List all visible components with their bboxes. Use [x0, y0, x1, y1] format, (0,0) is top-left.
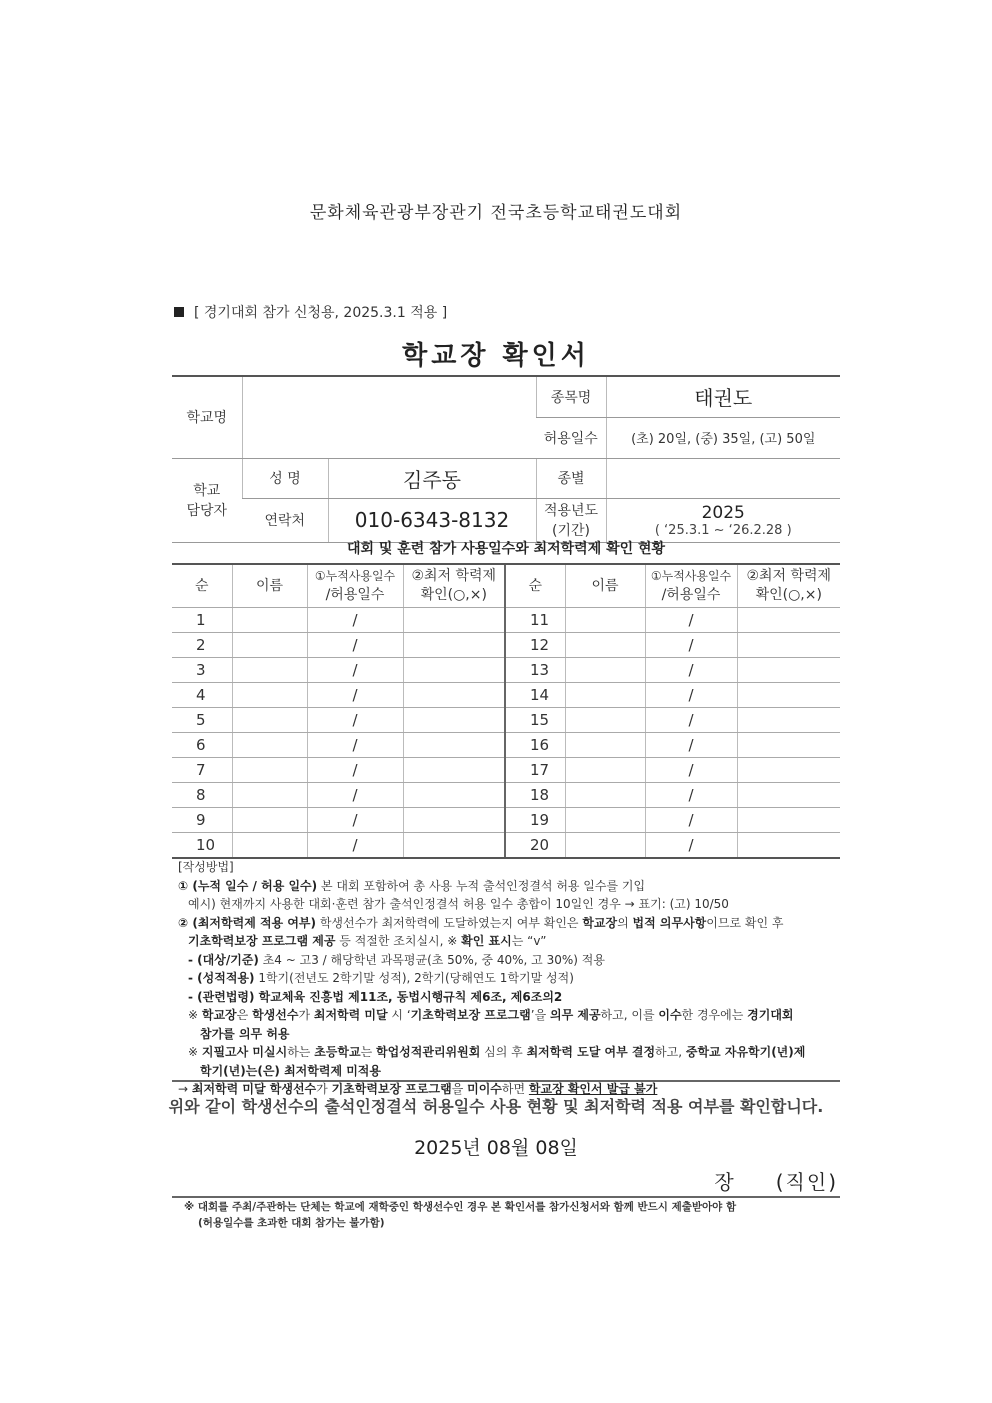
col-days-header — [645, 565, 737, 608]
guide-bold: 학업성적관리위원회 — [376, 1045, 481, 1059]
row-number: 5 — [172, 708, 232, 733]
guide-text: 초4 ~ 고3 / 해당학년 과목평균(초 50%, 중 40%, 고 30%) 적용 — [258, 952, 605, 967]
guide-bold: ① (누적 일수 / 허용 일수) — [178, 878, 318, 893]
row-number: 14 — [505, 683, 565, 708]
guide-text: 등 적절한 조치실시, ※ — [335, 934, 462, 948]
row-name-cell — [565, 633, 645, 658]
guide-bold: - (대상/기준) — [188, 952, 259, 967]
row-name-cell — [232, 733, 307, 758]
guide-text: 한 경우에는 — [681, 1008, 748, 1022]
issue-date: 2025년 08월 08일 — [414, 1137, 578, 1159]
row-name-cell — [565, 783, 645, 808]
guide-text: 을 — [451, 1082, 468, 1096]
row-days-cell: / — [307, 733, 403, 758]
guide-bold: 확인 표시 — [461, 934, 512, 948]
guide-bold: 기초학력보장 프로그램 제공 — [188, 934, 336, 948]
principal-label: 장 — [714, 1170, 736, 1194]
table-row — [172, 758, 840, 783]
row-days-cell: / — [307, 708, 403, 733]
row-days-cell: / — [645, 733, 737, 758]
guide-text: 이므로 확인 후 — [706, 915, 784, 930]
row-days-cell: / — [645, 833, 737, 859]
allowed-days-value: (초) 20일, (중) 35일, (고) 50일 — [606, 417, 840, 458]
guide-text: 시 ‘ — [387, 1008, 411, 1022]
row-minacad-cell — [737, 633, 840, 658]
guide-bold: 기초학력보장 프로그램 — [331, 1082, 452, 1096]
row-number: 11 — [505, 608, 565, 633]
row-days-cell: / — [645, 658, 737, 683]
row-minacad-cell — [403, 783, 505, 808]
table-row — [172, 708, 840, 733]
guide-text: 1학기(전년도 2학기말 성적), 2학기(당해연도 1학기말 성적) — [254, 971, 574, 985]
col-num-header: 순 — [505, 565, 565, 608]
row-days-cell: / — [307, 658, 403, 683]
period-value: ( ‘25.3.1 ~ ‘26.2.28 ) — [654, 522, 792, 538]
guide-bold: 의무 제공 — [550, 1008, 601, 1022]
row-minacad-cell — [737, 833, 840, 859]
school-info-table — [172, 375, 840, 543]
guide-line — [178, 932, 843, 951]
guide-line — [178, 1043, 843, 1062]
guide-text: 가 — [298, 1008, 314, 1022]
status-heading: 대회 및 훈련 참가 사용일수와 최저학력제 확인 현황 — [172, 535, 840, 565]
row-number: 10 — [172, 833, 232, 859]
row-name-cell — [565, 758, 645, 783]
guide-text: 하고, — [655, 1045, 686, 1059]
table-row — [172, 808, 840, 833]
col-days-header-line1: ①누적사용일수 — [314, 569, 396, 583]
row-minacad-cell — [403, 733, 505, 758]
col-minacad-header — [403, 565, 505, 608]
guide-bold: 최저학력 도달 여부 결정 — [526, 1045, 656, 1059]
seal-line — [714, 1166, 838, 1195]
form-tag-text: [ 경기대회 참가 신청용, 2025.3.1 적용 ] — [194, 305, 448, 321]
row-number: 16 — [505, 733, 565, 758]
row-name-cell — [232, 658, 307, 683]
guide-text: 학생선수가 최저학력에 도달하였는지 여부 확인은 — [316, 915, 583, 930]
guide-bold: 학교장 — [201, 1008, 237, 1022]
row-minacad-cell — [737, 758, 840, 783]
row-minacad-cell — [737, 733, 840, 758]
guide-line — [178, 1025, 843, 1044]
row-days-cell: / — [645, 608, 737, 633]
contact-label: 연락처 — [242, 498, 328, 542]
row-number: 1 — [172, 608, 232, 633]
year-label-line1: 적용년도 — [543, 503, 599, 519]
row-name-cell — [232, 683, 307, 708]
guide-text: 하는 — [287, 1045, 315, 1059]
confirmation-statement: 위와 같이 학생선수의 출석인정결석 허용일수 사용 현황 및 최저학력 적용 여부를 확인합니다. — [168, 1097, 824, 1116]
guide-bold: ② (최저학력제 적용 여부) — [178, 915, 316, 930]
divider — [172, 1080, 840, 1082]
row-days-cell: / — [307, 633, 403, 658]
row-number: 17 — [505, 758, 565, 783]
guide-bold: 참가를 의무 허용 — [200, 1026, 290, 1041]
row-number: 18 — [505, 783, 565, 808]
footnote-line1: ※ 대회를 주최/주관하는 단체는 학교에 재학중인 학생선수인 경우 본 확인서를 참가신청서와 함께 반드시 제출받아야 함 — [184, 1201, 737, 1213]
row-days-cell: / — [307, 683, 403, 708]
row-minacad-cell — [403, 833, 505, 859]
guide-bold: 학기(년)는(은) 최저학력제 미적용 — [200, 1063, 381, 1078]
row-days-cell: / — [645, 708, 737, 733]
writing-guide — [178, 858, 843, 1099]
guide-text: ※ — [188, 1045, 202, 1059]
guide-line — [178, 951, 843, 970]
guide-bold: 최저학력 미달 학생선수 — [191, 1082, 317, 1096]
row-number: 7 — [172, 758, 232, 783]
guide-line — [178, 969, 843, 988]
table-row — [172, 733, 840, 758]
row-days-cell: / — [307, 783, 403, 808]
row-number: 12 — [505, 633, 565, 658]
row-minacad-cell — [403, 658, 505, 683]
name-label: 성 명 — [242, 458, 328, 498]
row-days-cell: / — [307, 833, 403, 859]
guide-text: ※ — [188, 1008, 202, 1022]
guide-line — [178, 877, 843, 896]
year-label-line2: (기간) — [552, 523, 590, 539]
row-minacad-cell — [737, 783, 840, 808]
col-minacad-header — [737, 565, 840, 608]
category-label: 종별 — [536, 458, 606, 498]
manager-label — [172, 458, 242, 542]
row-number: 13 — [505, 658, 565, 683]
guide-line — [178, 1006, 843, 1025]
guide-line: 예시) 현재까지 사용한 대회·훈련 참가 출석인정결석 허용 일수 총합이 10일인 경우 → 표기: (고) 10/50 — [188, 897, 729, 911]
form-tag — [174, 302, 447, 322]
row-name-cell — [232, 633, 307, 658]
table-row — [172, 783, 840, 808]
official-seal-label: (직인) — [775, 1170, 838, 1194]
guide-bold: 초등학교 — [314, 1045, 361, 1059]
row-days-cell: / — [645, 683, 737, 708]
square-bullet-icon — [174, 307, 184, 317]
row-minacad-cell — [403, 758, 505, 783]
col-name-header: 이름 — [232, 565, 307, 608]
guide-bold: - (관련법령) 학교체육 진흥법 제11조, 동법시행규칙 제6조, 제6조의2 — [188, 989, 563, 1004]
col-days-header-line1: ①누적사용일수 — [650, 569, 732, 583]
row-number: 20 — [505, 833, 565, 859]
row-minacad-cell — [737, 683, 840, 708]
guide-text: 심의 후 — [480, 1045, 527, 1059]
row-minacad-cell — [403, 633, 505, 658]
guide-text: 은 — [236, 1008, 253, 1022]
document-title: 학교장 확인서 — [402, 341, 590, 371]
row-number: 15 — [505, 708, 565, 733]
row-days-cell: / — [645, 633, 737, 658]
guide-bold: 이수 — [658, 1008, 682, 1022]
row-name-cell — [565, 833, 645, 859]
row-name-cell — [565, 808, 645, 833]
row-name-cell — [565, 658, 645, 683]
guide-text: 하고, 이를 — [600, 1008, 659, 1022]
guide-underlined: 학교장 확인서 발급 불가 — [528, 1082, 658, 1096]
row-minacad-cell — [737, 708, 840, 733]
footnote-line2: (허용일수를 초과한 대회 참가는 불가함) — [198, 1217, 385, 1229]
row-name-cell — [565, 708, 645, 733]
table-row — [172, 608, 840, 633]
row-number: 19 — [505, 808, 565, 833]
guide-text: 하면 — [501, 1082, 529, 1096]
row-number: 8 — [172, 783, 232, 808]
guide-bold: 중학교 자유학기(년)제 — [685, 1045, 806, 1059]
manager-label-line2: 담당자 — [186, 503, 228, 519]
status-table — [172, 565, 840, 859]
guide-bold: 법적 의무사항 — [632, 915, 707, 930]
guide-text: 는 “v” — [511, 934, 547, 948]
col-minacad-header-line1: ②최저 학력제 — [411, 568, 497, 584]
guide-text: 본 대회 포함하여 총 사용 누적 출석인정결석 허용 일수를 기입 — [317, 878, 646, 893]
guide-bold: 최저학력 미달 — [313, 1008, 388, 1022]
row-name-cell — [232, 758, 307, 783]
guide-line — [178, 988, 843, 1007]
contact-value: 010-6343-8132 — [328, 498, 536, 542]
guide-text: 가 — [316, 1082, 332, 1096]
row-minacad-cell — [737, 658, 840, 683]
row-days-cell: / — [645, 808, 737, 833]
row-days-cell: / — [645, 783, 737, 808]
row-number: 3 — [172, 658, 232, 683]
guide-heading: [작성방법] — [178, 860, 234, 874]
table-row — [172, 633, 840, 658]
row-number: 6 — [172, 733, 232, 758]
row-days-cell: / — [307, 808, 403, 833]
row-days-cell: / — [645, 758, 737, 783]
col-days-header-line2: /허용일수 — [325, 587, 385, 603]
guide-line — [178, 1062, 843, 1081]
guide-text: 는 — [360, 1045, 376, 1059]
table-row — [172, 658, 840, 683]
guide-line — [178, 914, 843, 933]
guide-bold: 경기대회 — [747, 1008, 794, 1022]
row-name-cell — [565, 683, 645, 708]
sport-value: 태권도 — [606, 376, 840, 417]
col-minacad-header-line2: 확인(○,×) — [755, 587, 822, 603]
guide-bold: 학생선수 — [252, 1008, 299, 1022]
row-minacad-cell — [403, 708, 505, 733]
event-title: 문화체육관광부장관기 전국초등학교태권도대회 — [309, 203, 683, 223]
row-number: 9 — [172, 808, 232, 833]
table-row — [172, 833, 840, 859]
col-days-header-line2: /허용일수 — [661, 587, 721, 603]
row-minacad-cell — [403, 608, 505, 633]
sport-label: 종목명 — [536, 376, 606, 417]
row-number: 2 — [172, 633, 232, 658]
name-value: 김주동 — [328, 458, 536, 498]
guide-bold: - (성적적용) — [188, 971, 255, 985]
row-days-cell: / — [307, 758, 403, 783]
guide-text: 의 — [617, 915, 633, 930]
table-row — [172, 683, 840, 708]
allowed-days-label: 허용일수 — [536, 417, 606, 458]
col-name-header: 이름 — [565, 565, 645, 608]
row-number: 4 — [172, 683, 232, 708]
row-days-cell: / — [307, 608, 403, 633]
row-minacad-cell — [737, 808, 840, 833]
row-minacad-cell — [403, 683, 505, 708]
category-value — [606, 458, 840, 498]
school-name-label: 학교명 — [172, 376, 242, 458]
school-name-value — [242, 376, 536, 458]
row-name-cell — [565, 608, 645, 633]
divider — [172, 1196, 840, 1198]
row-minacad-cell — [403, 808, 505, 833]
col-minacad-header-line2: 확인(○,×) — [420, 587, 487, 603]
guide-bold: 학교장 — [582, 915, 618, 930]
guide-bold: 지필고사 미실시 — [201, 1045, 288, 1059]
guide-text: → — [178, 1082, 192, 1096]
row-name-cell — [232, 833, 307, 859]
row-minacad-cell — [737, 608, 840, 633]
guide-bold: 기초학력보장 프로그램 — [410, 1008, 531, 1022]
col-num-header: 순 — [172, 565, 232, 608]
manager-label-line1: 학교 — [193, 483, 221, 499]
guide-bold: 미이수 — [467, 1082, 502, 1096]
row-name-cell — [232, 708, 307, 733]
row-name-cell — [232, 783, 307, 808]
footnote — [184, 1199, 844, 1231]
col-minacad-header-line1: ②최저 학력제 — [746, 568, 832, 584]
row-name-cell — [232, 608, 307, 633]
row-name-cell — [232, 808, 307, 833]
year-value: 2025 — [701, 502, 745, 523]
row-name-cell — [565, 733, 645, 758]
col-days-header — [307, 565, 403, 608]
guide-text: ’을 — [530, 1008, 550, 1022]
